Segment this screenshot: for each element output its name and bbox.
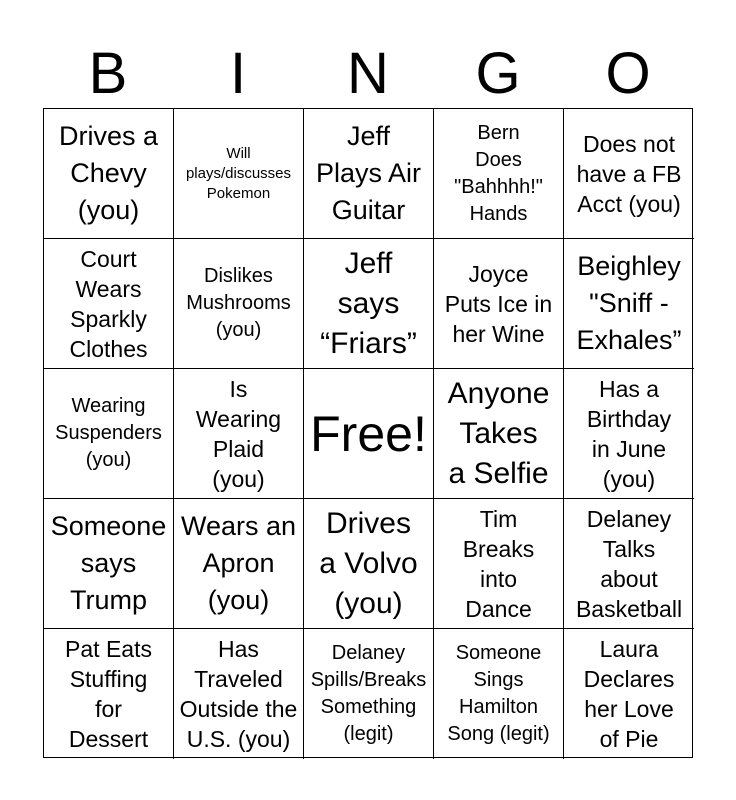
bingo-cell-text: Wears an Apron (you) bbox=[180, 511, 297, 615]
bingo-cell-text: Drives a Volvo (you) bbox=[319, 506, 418, 620]
bingo-cell-text: Tim Breaks into Dance bbox=[462, 505, 535, 622]
bingo-cell-text: Pat Eats Stuffing for Dessert bbox=[65, 636, 152, 752]
bingo-cell-text: Jeff says “Friars” bbox=[320, 246, 417, 360]
bingo-cell[interactable] bbox=[304, 629, 434, 759]
bingo-cell-text: Court Wears Sparkly Clothes bbox=[69, 245, 148, 362]
bingo-cell[interactable] bbox=[304, 239, 434, 369]
bingo-cell-text: Delaney Spills/Breaks Something (legit) bbox=[310, 642, 427, 745]
header-letter-b: B bbox=[88, 41, 128, 106]
bingo-cell-text: Delaney Talks about Basketball bbox=[575, 505, 683, 622]
header-letter-i: I bbox=[229, 41, 247, 106]
bingo-cell-free[interactable] bbox=[304, 369, 434, 499]
bingo-cell[interactable] bbox=[304, 499, 434, 629]
bingo-cell[interactable] bbox=[434, 109, 564, 239]
bingo-cell-text: Jeff Plays Air Guitar bbox=[315, 121, 422, 225]
bingo-cell-text: Joyce Puts Ice in her Wine bbox=[444, 260, 553, 347]
bingo-cell-text: Someone Sings Hamilton Song (legit) bbox=[447, 642, 550, 745]
bingo-cell[interactable] bbox=[44, 369, 174, 499]
bingo-cell-text: Dislikes Mushrooms (you) bbox=[186, 265, 291, 341]
header-letter-n: N bbox=[347, 41, 389, 106]
bingo-cell-text: Beighley "Sniff - Exhales” bbox=[576, 251, 682, 355]
bingo-cell[interactable] bbox=[434, 499, 564, 629]
bingo-cell[interactable] bbox=[304, 109, 434, 239]
bingo-cell[interactable] bbox=[434, 629, 564, 759]
bingo-cell[interactable] bbox=[44, 499, 174, 629]
bingo-cell-text: Wearing Suspenders (you) bbox=[55, 395, 162, 471]
bingo-cell[interactable] bbox=[434, 369, 564, 499]
bingo-header bbox=[43, 40, 693, 108]
bingo-cell-text: Is Wearing Plaid (you) bbox=[195, 375, 282, 492]
bingo-cell-text: Has a Birthday in June (you) bbox=[586, 375, 672, 492]
bingo-cell[interactable] bbox=[174, 369, 304, 499]
bingo-cell-text: Laura Declares her Love of Pie bbox=[583, 636, 675, 752]
header-letter-g: G bbox=[475, 41, 521, 106]
bingo-cell[interactable] bbox=[174, 499, 304, 629]
bingo-cell[interactable] bbox=[434, 239, 564, 369]
header-letter-o: O bbox=[605, 41, 651, 106]
bingo-cell[interactable] bbox=[174, 109, 304, 239]
bingo-cell[interactable] bbox=[564, 239, 694, 369]
bingo-cell-text: Drives a Chevy (you) bbox=[58, 121, 159, 225]
bingo-cell-text: Has Traveled Outside the U.S. (you) bbox=[179, 636, 298, 752]
bingo-cell-text: Will plays/discusses Pokemon bbox=[185, 144, 292, 202]
bingo-cell-text: Anyone Takes a Selfie bbox=[447, 376, 550, 490]
bingo-cell[interactable] bbox=[564, 109, 694, 239]
bingo-cell[interactable] bbox=[564, 499, 694, 629]
bingo-board bbox=[43, 108, 693, 758]
bingo-cell[interactable] bbox=[174, 239, 304, 369]
bingo-cell[interactable] bbox=[564, 629, 694, 759]
bingo-cell[interactable] bbox=[174, 629, 304, 759]
bingo-cell-text: Bern Does "Bahhhh!" Hands bbox=[454, 121, 543, 225]
bingo-cell-text: Free! bbox=[310, 405, 427, 462]
bingo-cell[interactable] bbox=[44, 629, 174, 759]
bingo-cell[interactable] bbox=[564, 369, 694, 499]
bingo-cell[interactable] bbox=[44, 109, 174, 239]
bingo-cell-text: Someone says Trump bbox=[50, 511, 167, 615]
bingo-cell-text: Does not have a FB Acct (you) bbox=[576, 130, 682, 217]
bingo-cell[interactable] bbox=[44, 239, 174, 369]
